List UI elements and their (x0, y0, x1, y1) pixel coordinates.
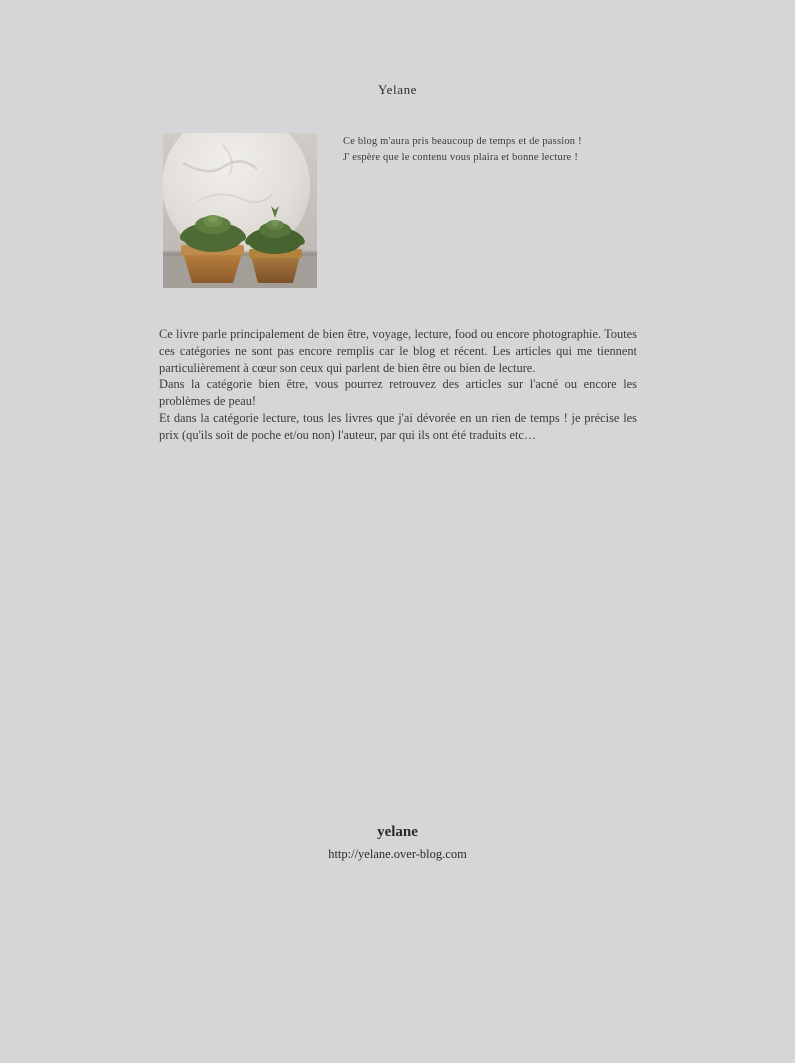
body-paragraph-3: Et dans la catégorie lecture, tous les livres que j'ai dévorée en un rien de temps ! je précise les prix (qu'ils soit de poche et/ou non) l'auteur, par qui ils ont été traduits etc… (159, 410, 637, 442)
succulents-photo (163, 133, 317, 288)
footer-blog-url[interactable]: http://yelane.over-blog.com (328, 847, 467, 861)
intro-line-1: Ce blog m'aura pris beaucoup de temps et de passion ! (343, 136, 582, 147)
page-title: Yelane (377, 82, 418, 97)
intro-text (343, 134, 673, 166)
body-text (159, 326, 637, 444)
body-paragraph-1: Ce livre parle principalement de bien être, voyage, lecture, food ou encore photographie. Toutes ces catégories ne sont pas encore remplis car le blog et récent. Les articles qui me tiennent particulièrement à cœur son ceux qui parlent de bien être ou bien de lecture. (159, 327, 637, 375)
succulents-photo-graphic (163, 133, 317, 288)
intro-line-2: J' espère que le contenu vous plaira et bonne lecture ! (343, 152, 579, 163)
footer-author-name: yelane (377, 824, 418, 840)
body-paragraph-2: Dans la catégorie bien être, vous pourrez retrouvez des articles sur l'acné ou encore les problèmes de peau! (159, 377, 637, 409)
